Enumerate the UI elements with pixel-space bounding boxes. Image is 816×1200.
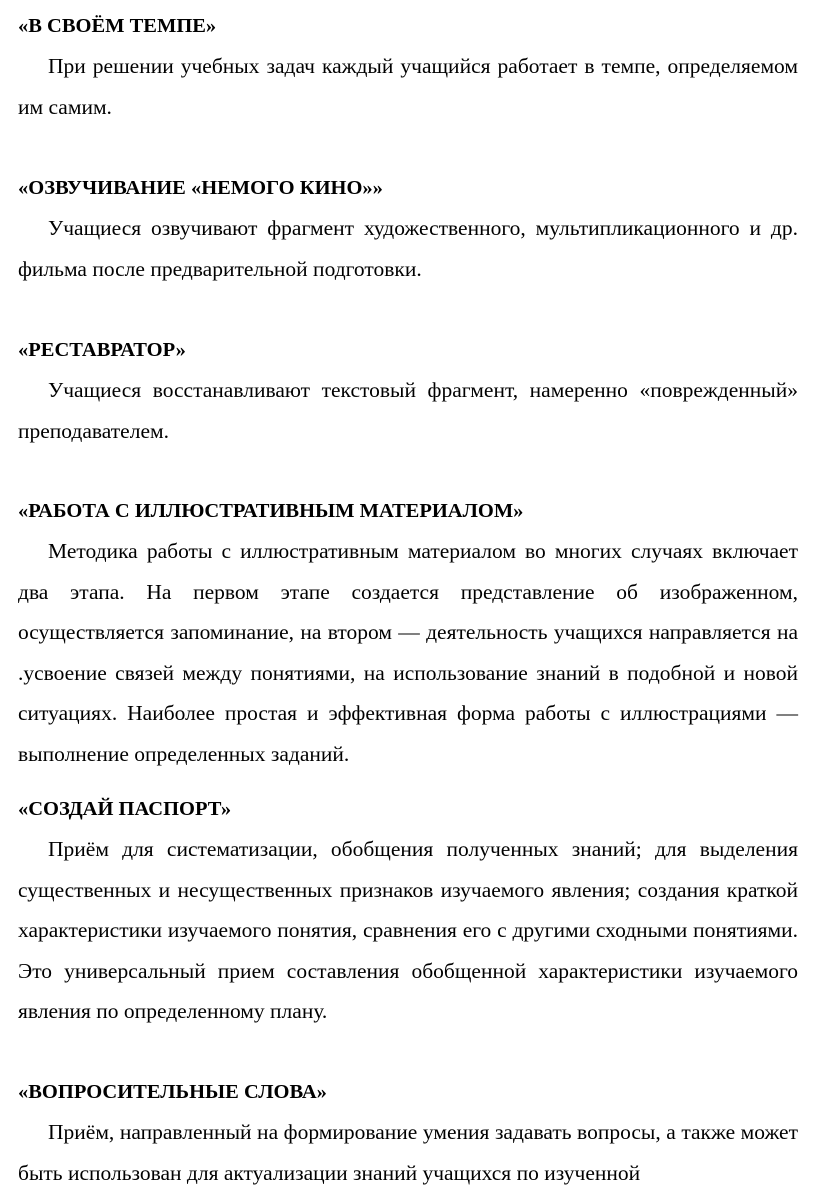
section-heading: «ОЗВУЧИВАНИЕ «НЕМОГО КИНО»»	[18, 177, 383, 199]
section-restorer	[18, 330, 798, 451]
section-silent-movie-dubbing	[18, 168, 798, 289]
section-heading: «РЕСТАВРАТОР»	[18, 339, 186, 361]
section-heading: «В СВОЁМ ТЕМПЕ»	[18, 15, 217, 37]
section-paragraph: Учащиеся озвучивают фрагмент художественного, мультипликационного и др. фильма после предварительной подготовки.	[18, 216, 798, 281]
section-heading: «СОЗДАЙ ПАСПОРТ»	[18, 798, 232, 820]
section-heading: «РАБОТА С ИЛЛЮСТРАТИВНЫМ МАТЕРИАЛОМ»	[18, 500, 524, 522]
section-paragraph: Приём для систематизации, обобщения полученных знаний; для выделения существенных и несущественных признаков изучаемого явления; создания краткой характеристики изучаемого понятия, сравнения его с другими сходными понятиями. Это универсальный прием составления обобщенной характеристики изучаемого явления по определенному плану.	[18, 837, 798, 1023]
section-paragraph: Методика работы с иллюстративным материалом во многих случаях включает два этапа. На первом этапе создается представление об изображенном, осуществляется запоминание, на втором — деятельность учащихся направляется на .усвоение связей между понятиями, на использование знаний в подобной и новой ситуациях. Наиболее простая и эффективная форма работы с иллюстрациями — выполнение определенных заданий.	[18, 539, 798, 766]
section-paragraph: При решении учебных задач каждый учащийся работает в темпе, определяемом им самим.	[18, 54, 798, 119]
section-paragraph: Приём, направленный на формирование умения задавать вопросы, а также может быть использован для актуализации знаний учащихся по изученной	[18, 1120, 798, 1185]
section-paragraph: Учащиеся восстанавливают текстовый фрагмент, намеренно «поврежденный» преподавателем.	[18, 378, 798, 443]
section-question-words	[18, 1072, 798, 1193]
section-illustrative-material	[18, 491, 798, 774]
section-create-passport	[18, 789, 798, 1032]
section-heading: «ВОПРОСИТЕЛЬНЫЕ СЛОВА»	[18, 1081, 327, 1103]
section-in-own-pace	[18, 6, 798, 127]
